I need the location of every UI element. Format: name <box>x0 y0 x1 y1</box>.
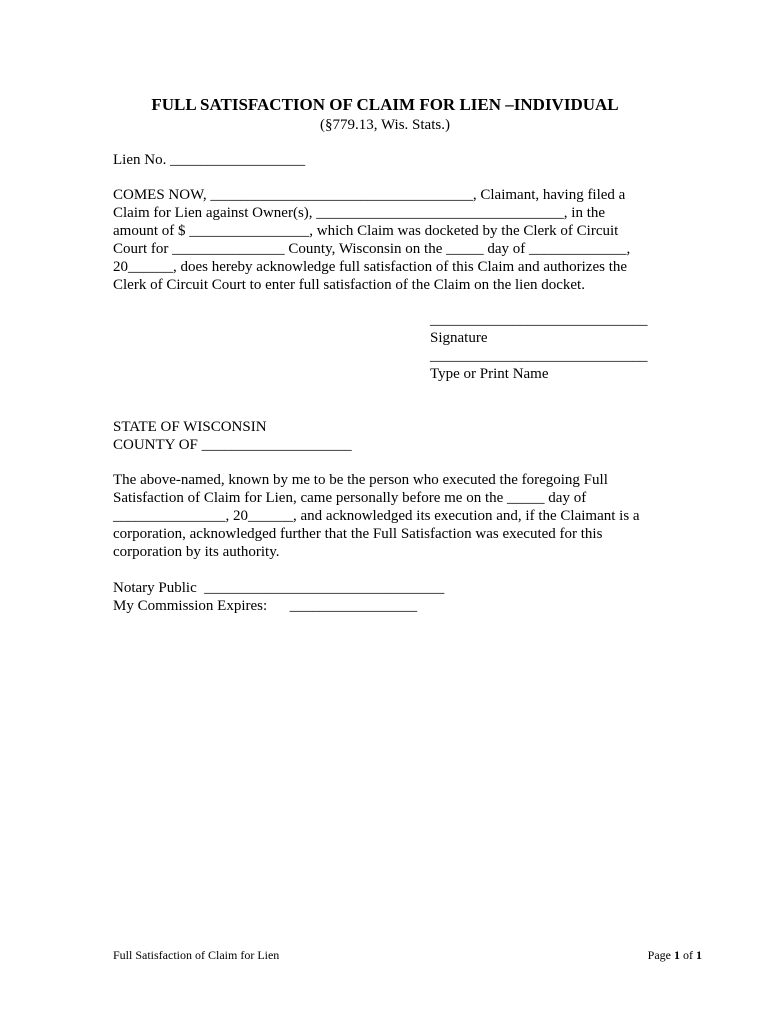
footer-document-name: Full Satisfaction of Claim for Lien <box>113 948 280 962</box>
paragraph-line: corporation, acknowledged further that the Full Satisfaction was executed for this <box>113 526 603 542</box>
page-of: of <box>680 948 696 962</box>
notary-block <box>113 579 658 615</box>
paragraph-line: Claim for Lien against Owner(s), _________________________________, in the <box>113 205 606 221</box>
venue-state: STATE OF WISCONSIN <box>113 419 267 435</box>
name-label: Type or Print Name <box>430 366 549 382</box>
footer-page-number <box>648 948 702 963</box>
paragraph-line: COMES NOW, ___________________________________, Claimant, having filed a <box>113 187 626 203</box>
paragraph-line: corporation by its authority. <box>113 544 280 560</box>
commission-expires-line: My Commission Expires: _________________ <box>113 598 418 614</box>
paragraph-line: Satisfaction of Claim for Lien, came personally before me on the _____ day of <box>113 490 587 506</box>
signature-block <box>430 311 655 383</box>
paragraph-line: Clerk of Circuit Court to enter full satisfaction of the Claim on the lien docket. <box>113 277 585 293</box>
page-total: 1 <box>696 948 702 962</box>
venue-block <box>113 418 658 454</box>
name-line: _____________________________ <box>430 348 648 364</box>
signature-line: _____________________________ <box>430 312 648 328</box>
statute-citation: (§779.13, Wis. Stats.) <box>320 117 450 133</box>
notary-public-line: Notary Public ________________________________ <box>113 580 445 596</box>
paragraph-line: The above-named, known by me to be the person who executed the foregoing Full <box>113 472 608 488</box>
lien-number-field <box>113 151 658 169</box>
signature-label: Signature <box>430 330 488 346</box>
paragraph-line: amount of $ ________________, which Claim was docketed by the Clerk of Circuit <box>113 223 619 239</box>
page-prefix: Page <box>647 948 674 962</box>
comes-now-paragraph <box>113 186 658 294</box>
paragraph-line: 20______, does hereby acknowledge full satisfaction of this Claim and authorizes the <box>113 259 628 275</box>
paragraph-line: _______________, 20______, and acknowledged its execution and, if the Claimant is a <box>113 508 640 524</box>
venue-county: COUNTY OF ____________________ <box>113 437 352 453</box>
lien-number-line: Lien No. __________________ <box>113 152 306 168</box>
page-current: 1 <box>674 948 680 962</box>
document-title: FULL SATISFACTION OF CLAIM FOR LIEN –INDIVIDUAL <box>151 95 619 114</box>
acknowledgment-paragraph <box>113 471 658 561</box>
paragraph-line: Court for _______________ County, Wisconsin on the _____ day of _____________, <box>113 241 631 257</box>
